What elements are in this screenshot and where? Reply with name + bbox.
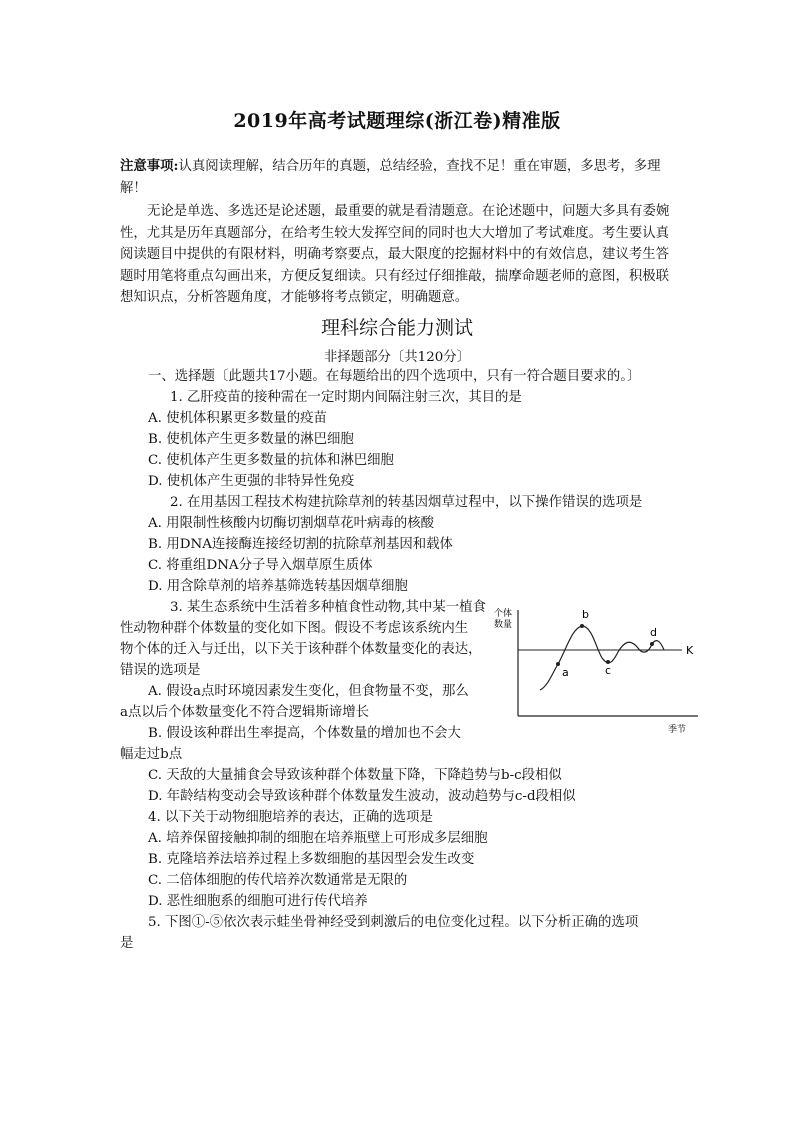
q2-option-c: C. 将重组DNA分子导入烟草原生质体 (148, 558, 373, 573)
q3-option-b-line-2: 幅走过b点 (120, 747, 183, 762)
point-c-label: c (605, 664, 612, 677)
notice-paragraph (120, 156, 678, 199)
intro-paragraph: 无论是单选、多选还是论述题，最重要的就是看清题意。在论述题中，问题大多具有委婉性，尤其是历年真题部分，在给考生较大发挥空间的同时也大大增加了考试难度。考生要认真阅读题目中提供的有限材料，明确考察要点，最大限度的挖掘材料中的有效信息，建议考生答题时用笔将重点勾画出来，方便反复细读。只有经过仔细推敲，揣摩命题老师的意图，积极联想知识点，分析答题角度，才能够将考点锁定，明确题意。 (120, 204, 670, 305)
notice-label: 注意事项: (120, 158, 179, 174)
q2-option-b: B. 用DNA连接酶连接经切割的抗除草剂基因和载体 (148, 537, 453, 552)
q2-stem: 2. 在用基因工程技术构建抗除草剂的转基因烟草过程中，以下操作错误的选项是 (170, 495, 643, 510)
q3-option-d: D. 年龄结构变动会导致该种群个体数量发生波动，波动趋势与c-d段相似 (148, 789, 576, 804)
part-heading: 非择题部分〔共120分〕 (323, 350, 471, 365)
q3-option-b-line-1: B. 假设该种群出生率提高，个体数量的增加也不会大 (148, 726, 461, 741)
y-axis-label-part: 数量 (494, 620, 513, 630)
q3-option-a-line-2: a点以后个体数量变化不符合逻辑斯谛增长 (120, 705, 370, 720)
q3-stem-line-1: 3. 某生态系统中生活着多种植食性动物,其中某一植食 (170, 600, 486, 615)
q3-stem-line-4: 错误的选项是 (120, 663, 201, 678)
q5-stem-line-1: 5. 下图①-⑤依次表示蛙坐骨神经受到刺激后的电位变化过程。以下分析正确的选项 (148, 915, 639, 930)
q2-option-a: A. 用限制性核酸内切酶切割烟草花叶病毒的核酸 (148, 516, 434, 531)
q1-stem: 1. 乙肝疫苗的接种需在一定时期内间隔注射三次，其目的是 (170, 390, 522, 405)
q4-option-c: C. 二倍体细胞的传代培养次数通常是无限的 (148, 873, 408, 888)
y-axis-label-part: 个体 (494, 609, 513, 619)
q4-option-b: B. 克隆培养法培养过程上多数细胞的基因型会发生改变 (148, 852, 475, 867)
q4-stem: 4. 以下关于动物细胞培养的表达，正确的选项是 (148, 810, 433, 825)
y-axis-label (494, 607, 512, 630)
q1-option-c: C. 使机体产生更多数量的抗体和淋巴细胞 (148, 453, 394, 468)
point-d-marker (650, 642, 654, 646)
point-b-label: b (582, 608, 589, 621)
notice-text: 认真阅读理解，结合历年的真题，总结经验，查找不足！重在审题，多思考，多理解！ (120, 159, 661, 196)
q3-stem-line-3: 物个体的迁入与迁出，以下关于该种群个体数量变化的表达， (120, 642, 482, 657)
q4-option-a: A. 培养保留接触抑制的细胞在培养瓶壁上可形成多层细胞 (148, 831, 488, 846)
x-axis-label: 季节 (668, 725, 687, 735)
document-title: 2019年高考试题理综(浙江卷)精准版 (233, 110, 561, 132)
q2-option-d: D. 用含除草剂的培养基筛选转基因烟草细胞 (148, 579, 408, 594)
q3-stem-line-2: 性动物种群个体数量的变化如下图。假设不考虑该系统内生 (120, 621, 469, 636)
exam-subtitle: 理科综合能力测试 (320, 317, 473, 339)
point-d-label: d (650, 626, 657, 639)
population-chart (492, 604, 704, 740)
q3-option-a-line-1: A. 假设a点时环境因素发生变化，但食物量不变，那么 (148, 684, 469, 699)
point-a-label: a (562, 666, 569, 679)
q3-option-c: C. 天敌的大量捕食会导致该种群个体数量下降，下降趋势与b-c段相似 (148, 768, 562, 783)
point-b-marker (580, 624, 584, 628)
population-curve (540, 626, 664, 690)
q1-option-d: D. 使机体产生更强的非特异性免疫 (148, 474, 355, 489)
section-heading: 一、选择题〔此题共17小题。在每题给出的四个选项中，只有一符合题目要求的。〕 (148, 369, 641, 384)
q5-stem-line-2: 是 (120, 936, 134, 951)
q4-option-d: D. 恶性细胞系的细胞可进行传代培养 (148, 894, 368, 909)
q1-option-a: A. 使机体积累更多数量的疫苗 (148, 411, 327, 426)
k-label: K (686, 644, 694, 657)
q1-option-b: B. 使机体产生更多数量的淋巴细胞 (148, 432, 354, 447)
point-a-marker (556, 662, 560, 666)
